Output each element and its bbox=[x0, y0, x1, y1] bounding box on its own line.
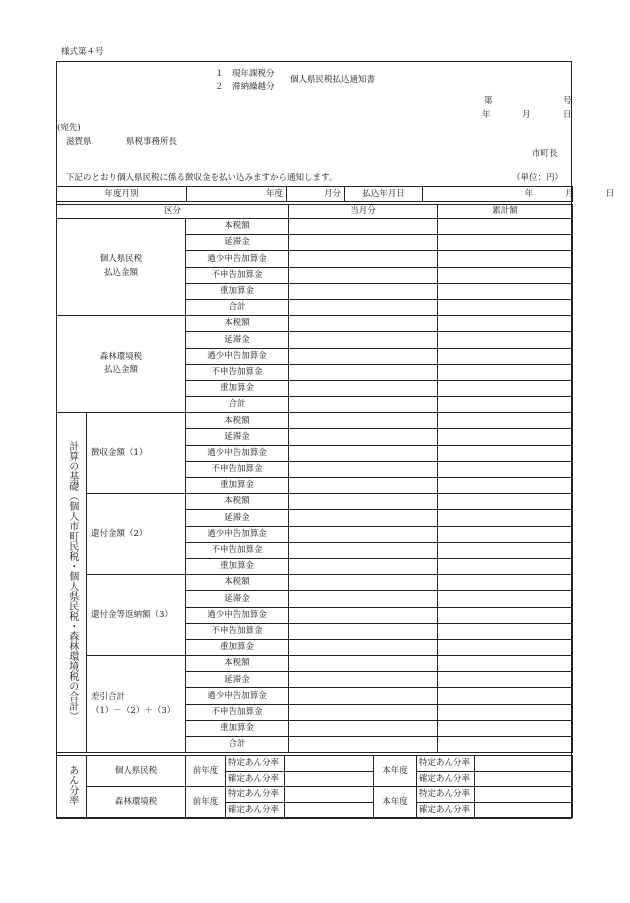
basis-refund-item-label: 過少申告加算金 bbox=[186, 526, 289, 542]
payment-date-field[interactable] bbox=[423, 187, 615, 202]
kenminzei-current-cell[interactable] bbox=[289, 299, 438, 315]
basis-collected-item-label: 過少申告加算金 bbox=[186, 445, 289, 461]
kenminzei-item-label: 過少申告加算金 bbox=[186, 251, 289, 267]
basis-return-item-label: 本税額 bbox=[186, 575, 289, 591]
basis-return-title: 還付金等返納額（3） bbox=[87, 575, 186, 656]
kenminzei-item-label: 重加算金 bbox=[186, 283, 289, 299]
kenminzei-current-cell[interactable] bbox=[289, 283, 438, 299]
unit-label: （単位：円） bbox=[512, 173, 564, 183]
rates-this-value-cell[interactable] bbox=[475, 756, 573, 772]
kenminzei-cumulative-cell[interactable] bbox=[438, 219, 573, 235]
basis-return-current-cell[interactable] bbox=[289, 591, 438, 607]
basis-collected-current-cell[interactable] bbox=[289, 461, 438, 477]
basis-collected-item-label: 本税額 bbox=[186, 413, 289, 429]
basis-return-cumulative-cell[interactable] bbox=[438, 575, 573, 591]
basis-net-item-label: 延滞金 bbox=[186, 672, 289, 688]
net-title-line2: （1）－（2）＋（3） bbox=[91, 706, 176, 717]
shinrin-cumulative-cell[interactable] bbox=[438, 348, 573, 364]
kenminzei-current-cell[interactable] bbox=[289, 235, 438, 251]
basis-refund-cumulative-cell[interactable] bbox=[438, 542, 573, 558]
rates-prev-type-label: 確定あん分率 bbox=[226, 802, 285, 818]
tsuki-label: 月分 bbox=[287, 187, 345, 202]
header-cumulative: 累計額 bbox=[438, 205, 573, 219]
rates-tax-name-1: 個人県民税 bbox=[87, 756, 186, 787]
basis-net-cumulative-cell[interactable] bbox=[438, 720, 573, 736]
basis-collected-item-label: 延滞金 bbox=[186, 429, 289, 445]
basis-net-item-label: 本税額 bbox=[186, 656, 289, 672]
basis-side-label bbox=[57, 413, 87, 753]
sender-mayor: 市町長 bbox=[532, 149, 558, 159]
date-day: 日 bbox=[563, 110, 572, 120]
shinrin-cumulative-cell[interactable] bbox=[438, 380, 573, 396]
nendo-label: 年度 bbox=[187, 187, 287, 202]
option-current-year: １ 現年課税分 bbox=[215, 69, 275, 79]
basis-collected-item-label: 不申告加算金 bbox=[186, 461, 289, 477]
basis-net-item-label: 過少申告加算金 bbox=[186, 688, 289, 704]
main-table bbox=[56, 204, 573, 753]
shinrin-current-cell[interactable] bbox=[289, 348, 438, 364]
document-title: 個人県民税払込通知書 bbox=[290, 75, 376, 85]
shinrin-current-cell[interactable] bbox=[289, 397, 438, 413]
basis-refund-cumulative-cell[interactable] bbox=[438, 526, 573, 542]
shinrin-item-label: 重加算金 bbox=[186, 380, 289, 396]
basis-refund-current-cell[interactable] bbox=[289, 542, 438, 558]
shinrin-item-label: 本税額 bbox=[186, 316, 289, 332]
statement-text: 下記のとおり個人県民税に係る徴収金を払い込みますから通知します。 bbox=[66, 173, 338, 183]
basis-collected-current-cell[interactable] bbox=[289, 478, 438, 494]
net-title-line1: 差引合計 bbox=[91, 691, 126, 702]
pd-month: 月 bbox=[565, 188, 574, 199]
basis-net-current-cell[interactable] bbox=[289, 720, 438, 736]
kenminzei-current-cell[interactable] bbox=[289, 219, 438, 235]
basis-return-cumulative-cell[interactable] bbox=[438, 639, 573, 655]
kenminzei-cumulative-cell[interactable] bbox=[438, 235, 573, 251]
kenminzei-item-label: 合計 bbox=[186, 299, 289, 315]
basis-net-cumulative-cell[interactable] bbox=[438, 672, 573, 688]
basis-net-title bbox=[87, 656, 186, 753]
basis-return-item-label: 重加算金 bbox=[186, 639, 289, 655]
rates-this-type-label: 確定あん分率 bbox=[417, 802, 475, 818]
basis-refund-item-label: 本税額 bbox=[186, 494, 289, 510]
basis-return-current-cell[interactable] bbox=[289, 607, 438, 623]
shinrin-cumulative-cell[interactable] bbox=[438, 316, 573, 332]
basis-net-item-label: 不申告加算金 bbox=[186, 704, 289, 720]
basis-refund-cumulative-cell[interactable] bbox=[438, 510, 573, 526]
date-month: 月 bbox=[522, 110, 531, 120]
basis-return-cumulative-cell[interactable] bbox=[438, 591, 573, 607]
basis-collected-cumulative-cell[interactable] bbox=[438, 445, 573, 461]
rates-this-type-label: 確定あん分率 bbox=[417, 771, 475, 787]
shinrin-current-cell[interactable] bbox=[289, 316, 438, 332]
rates-side-label bbox=[57, 756, 87, 818]
summary-row bbox=[56, 186, 615, 202]
rates-prev-value-cell[interactable] bbox=[285, 771, 374, 787]
shinrin-item-label: 延滞金 bbox=[186, 332, 289, 348]
basis-return-current-cell[interactable] bbox=[289, 575, 438, 591]
rates-table bbox=[56, 755, 573, 818]
year-month-label: 年度月別 bbox=[57, 187, 187, 202]
basis-refund-title: 還付金額（2） bbox=[87, 494, 186, 575]
rates-prev-type-label: 特定あん分率 bbox=[226, 787, 285, 803]
rates-prev-value-cell[interactable] bbox=[285, 787, 374, 803]
basis-return-item-label: 延滞金 bbox=[186, 591, 289, 607]
header-current: 当月分 bbox=[289, 205, 438, 219]
basis-refund-current-cell[interactable] bbox=[289, 510, 438, 526]
shinrin-current-cell[interactable] bbox=[289, 332, 438, 348]
option-delinquent: ２ 滞納繰越分 bbox=[215, 82, 275, 92]
rates-this-value-cell[interactable] bbox=[475, 802, 573, 818]
basis-net-current-cell[interactable] bbox=[289, 704, 438, 720]
pd-day: 日 bbox=[605, 188, 615, 199]
addressee-office: 県税事務所長 bbox=[126, 137, 178, 147]
shinrin-cumulative-cell[interactable] bbox=[438, 364, 573, 380]
kenminzei-item-label: 不申告加算金 bbox=[186, 267, 289, 283]
basis-net-item-label: 合計 bbox=[186, 737, 289, 753]
basis-refund-item-label: 重加算金 bbox=[186, 558, 289, 574]
basis-net-current-cell[interactable] bbox=[289, 688, 438, 704]
basis-net-cumulative-cell[interactable] bbox=[438, 737, 573, 753]
rates-this-value-cell[interactable] bbox=[475, 787, 573, 803]
rates-prev-year-1: 前年度 bbox=[186, 756, 226, 787]
kenminzei-current-cell[interactable] bbox=[289, 251, 438, 267]
kenminzei-cumulative-cell[interactable] bbox=[438, 267, 573, 283]
basis-refund-cumulative-cell[interactable] bbox=[438, 494, 573, 510]
basis-collected-cumulative-cell[interactable] bbox=[438, 461, 573, 477]
basis-refund-cumulative-cell[interactable] bbox=[438, 558, 573, 574]
kenminzei-item-label: 本税額 bbox=[186, 219, 289, 235]
basis-return-cumulative-cell[interactable] bbox=[438, 607, 573, 623]
rates-prev-value-cell[interactable] bbox=[285, 802, 374, 818]
date-year: 年 bbox=[482, 110, 491, 120]
rates-this-type-label: 特定あん分率 bbox=[417, 787, 475, 803]
basis-refund-item-label: 不申告加算金 bbox=[186, 542, 289, 558]
basis-net-item-label: 重加算金 bbox=[186, 720, 289, 736]
shinrin-cumulative-cell[interactable] bbox=[438, 397, 573, 413]
rates-prev-year-2: 前年度 bbox=[186, 787, 226, 818]
rates-prev-value-cell[interactable] bbox=[285, 756, 374, 772]
header-kubun: 区分 bbox=[57, 205, 289, 219]
basis-return-item-label: 過少申告加算金 bbox=[186, 607, 289, 623]
shinrin-item-label: 不申告加算金 bbox=[186, 364, 289, 380]
rates-prev-type-label: 確定あん分率 bbox=[226, 771, 285, 787]
pd-year: 年 bbox=[524, 188, 534, 199]
shinrin-item-label: 合計 bbox=[186, 397, 289, 413]
basis-collected-cumulative-cell[interactable] bbox=[438, 478, 573, 494]
number-dai: 第 bbox=[484, 96, 493, 106]
kenminzei-cumulative-cell[interactable] bbox=[438, 283, 573, 299]
rates-this-year-1: 本年度 bbox=[374, 756, 417, 787]
basis-net-cumulative-cell[interactable] bbox=[438, 656, 573, 672]
basis-refund-current-cell[interactable] bbox=[289, 526, 438, 542]
form-number: 様式第４号 bbox=[61, 47, 104, 57]
shinrin-title: 森林環境税 払込金額 bbox=[57, 316, 186, 413]
rates-tax-name-2: 森林環境税 bbox=[87, 787, 186, 818]
basis-net-current-cell[interactable] bbox=[289, 672, 438, 688]
basis-collected-cumulative-cell[interactable] bbox=[438, 429, 573, 445]
kenminzei-cumulative-cell[interactable] bbox=[438, 299, 573, 315]
rates-this-type-label: 特定あん分率 bbox=[417, 756, 475, 772]
payment-date-label: 払込年月日 bbox=[345, 187, 423, 202]
rates-side-text: あん分率 bbox=[66, 764, 78, 805]
basis-return-current-cell[interactable] bbox=[289, 639, 438, 655]
kenminzei-current-cell[interactable] bbox=[289, 267, 438, 283]
shinrin-current-cell[interactable] bbox=[289, 364, 438, 380]
kenminzei-title: 個人県民税 払込金額 bbox=[57, 219, 186, 316]
shinrin-item-label: 過少申告加算金 bbox=[186, 348, 289, 364]
basis-collected-current-cell[interactable] bbox=[289, 445, 438, 461]
kenminzei-cumulative-cell[interactable] bbox=[438, 251, 573, 267]
basis-net-current-cell[interactable] bbox=[289, 737, 438, 753]
basis-collected-item-label: 重加算金 bbox=[186, 478, 289, 494]
basis-net-cumulative-cell[interactable] bbox=[438, 704, 573, 720]
basis-refund-current-cell[interactable] bbox=[289, 494, 438, 510]
basis-collected-cumulative-cell[interactable] bbox=[438, 413, 573, 429]
shinrin-current-cell[interactable] bbox=[289, 380, 438, 396]
shinrin-cumulative-cell[interactable] bbox=[438, 332, 573, 348]
basis-collected-title: 徴収金額（1） bbox=[87, 413, 186, 494]
number-go: 号 bbox=[563, 96, 572, 106]
kenminzei-item-label: 延滞金 bbox=[186, 235, 289, 251]
rates-this-value-cell[interactable] bbox=[475, 771, 573, 787]
addressee-pref: 滋賀県 bbox=[66, 137, 92, 147]
basis-return-cumulative-cell[interactable] bbox=[438, 623, 573, 639]
basis-net-cumulative-cell[interactable] bbox=[438, 688, 573, 704]
basis-refund-current-cell[interactable] bbox=[289, 558, 438, 574]
basis-refund-item-label: 延滞金 bbox=[186, 510, 289, 526]
addressee-label: (宛先) bbox=[57, 123, 81, 133]
basis-net-current-cell[interactable] bbox=[289, 656, 438, 672]
basis-side-text: 計算の基礎（個人市町民税・個人県民税・森林環境税の合計） bbox=[66, 440, 78, 721]
basis-return-current-cell[interactable] bbox=[289, 623, 438, 639]
basis-collected-current-cell[interactable] bbox=[289, 413, 438, 429]
rates-prev-type-label: 特定あん分率 bbox=[226, 756, 285, 772]
basis-return-item-label: 不申告加算金 bbox=[186, 623, 289, 639]
basis-collected-current-cell[interactable] bbox=[289, 429, 438, 445]
rates-this-year-2: 本年度 bbox=[374, 787, 417, 818]
